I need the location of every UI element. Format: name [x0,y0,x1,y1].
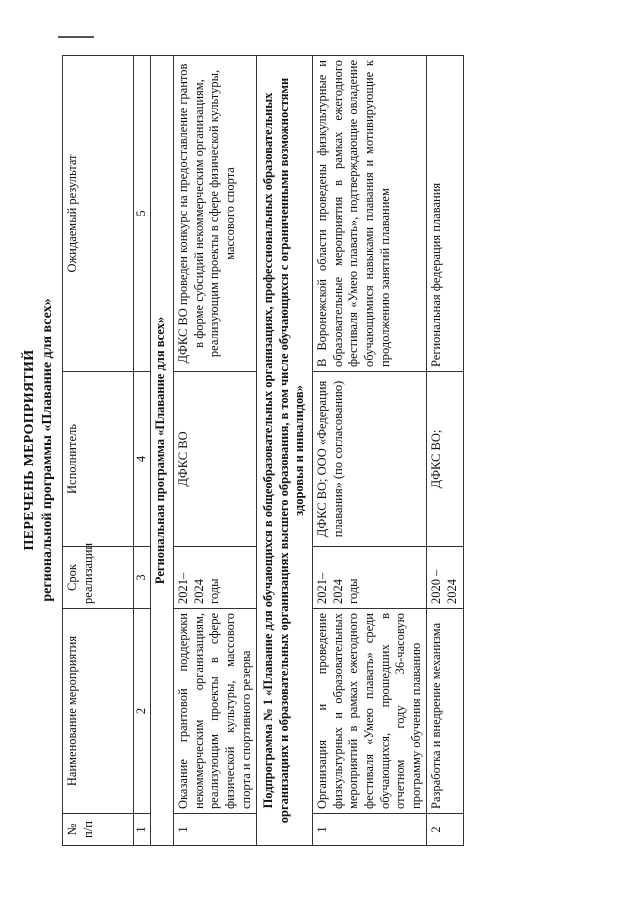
header-num: № п/п [63,814,134,846]
header-result: Ожидаемый результат [63,56,134,372]
activity-result: В Воронежской области проведены физкультурные и образовательные мероприятия в рамках ежегодного фестиваля «Умею плавать», подтверждающие овладение обучающимися навыками плавания и мотивирующие к продолжению занятий плаванием [313,56,427,372]
section-row [151,56,174,846]
document-subtitle: региональной программы «Плавание для всех» [40,298,55,602]
row-number: 2 [427,814,463,846]
activity-term: 2021–2024 годы [313,547,427,609]
document-title: ПЕРЕЧЕНЬ МЕРОПРИЯТИЙ [22,349,37,551]
activity-result: ДФКС ВО проведен конкурс на предоставление грантов в форме субсидий некоммерческим организациям, реализующим проекты в сфере физической культуры, массового спорта [174,56,257,372]
activity-executor: ДФКС ВО; ООО «Федерация плавания» (по согласованию) [313,372,427,547]
row-number: 1 [174,814,257,846]
index-cell: 4 [134,372,151,547]
table-row [174,56,257,846]
activity-executor: ДФКС ВО; [427,372,463,547]
index-cell: 2 [134,609,151,814]
row-number: 1 [313,814,427,846]
header-name: Наименование мероприятия [63,609,134,814]
activity-name: Разработка и внедрение механизма [427,609,463,814]
section-title: Региональная программа «Плавание для всех» [151,56,174,846]
table-row [313,56,427,846]
activity-term: 2021–2024 годы [174,547,257,609]
activity-name: Организация и проведение физкультурных и образовательных мероприятий в рамках ежегодного фестиваля «Умею плавать» среди обучающихся, прошедших в отчетном году 36-часовую программу обучения плаванию [313,609,427,814]
scan-edge-mark [58,36,94,38]
index-cell: 1 [134,814,151,846]
subprogram-title: Подпрограмма № 1 «Плавание для обучающихся в общеобразовательных организациях, профессиональных образовательных организациях и образовательных организациях высшего образования, в том числе обучающихся с ограниченными возможностями здоровья и инвалидов» [257,56,313,846]
table-row [427,56,463,846]
activity-result: Региональная федерация плавания [427,56,463,372]
activity-name: Оказание грантовой поддержки некоммерческим организациям, реализующим проекты в сфере физической культуры, массового спорта и спортивного резерва [174,609,257,814]
activities-table [62,55,464,846]
column-index-row [134,56,151,846]
activity-term: 2020 –2024 [427,547,463,609]
index-cell: 5 [134,56,151,372]
activity-executor: ДФКС ВО [174,372,257,547]
index-cell: 3 [134,547,151,609]
header-executor: Исполнитель [63,372,134,547]
subprogram-row [257,56,313,846]
header-row [63,56,134,846]
header-term: Срок реализации [63,547,134,609]
